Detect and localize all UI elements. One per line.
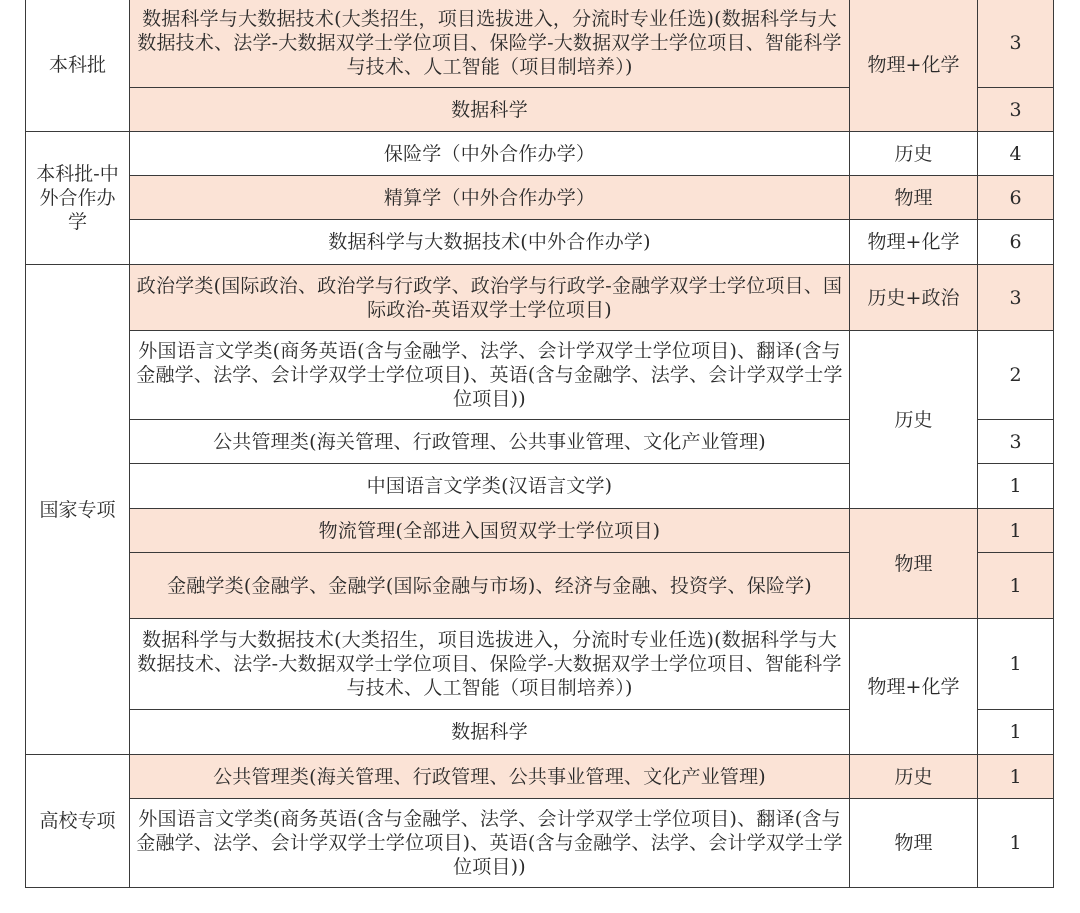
batch-cell: 本科批-中外合作办学 (26, 132, 130, 265)
count-cell: 4 (978, 132, 1054, 176)
subject-cell: 物理+化学 (850, 220, 978, 265)
major-cell: 中国语言文学类(汉语言文学) (130, 464, 850, 509)
count-cell: 1 (978, 509, 1054, 553)
count-cell: 1 (978, 710, 1054, 755)
major-cell: 数据科学与大数据技术(中外合作办学) (130, 220, 850, 265)
major-cell: 数据科学与大数据技术(大类招生，项目选拔进入，分流时专业任选)(数据科学与大数据技术、法学-大数据双学士学位项目、保险学-大数据双学士学位项目、智能科学与技术、人工智能（项目制培养）) (130, 619, 850, 710)
major-cell: 公共管理类(海关管理、行政管理、公共事业管理、文化产业管理) (130, 420, 850, 464)
count-cell: 6 (978, 220, 1054, 265)
count-cell: 6 (978, 176, 1054, 220)
count-cell: 3 (978, 88, 1054, 132)
major-cell: 数据科学与大数据技术(大类招生，项目选拔进入，分流时专业任选)(数据科学与大数据技术、法学-大数据双学士学位项目、保险学-大数据双学士学位项目、智能科学与技术、人工智能（项目制培养）) (130, 0, 850, 88)
enrollment-plan-table (25, 0, 1054, 888)
major-cell: 政治学类(国际政治、政治学与行政学、政治学与行政学-金融学双学士学位项目、国际政治-英语双学士学位项目) (130, 265, 850, 331)
count-cell: 2 (978, 331, 1054, 420)
count-cell: 1 (978, 464, 1054, 509)
subject-cell: 历史 (850, 755, 978, 799)
count-cell: 1 (978, 553, 1054, 619)
subject-cell: 历史 (850, 331, 978, 509)
subject-cell: 物理 (850, 799, 978, 888)
table-row (26, 265, 1054, 331)
table-row (26, 755, 1054, 799)
table-row (26, 509, 1054, 553)
major-cell: 外国语言文学类(商务英语(含与金融学、法学、会计学双学士学位项目)、翻译(含与金融学、法学、会计学双学士学位项目)、英语(含与金融学、法学、会计学双学士学位项目)) (130, 799, 850, 888)
batch-cell: 国家专项 (26, 265, 130, 755)
major-cell: 外国语言文学类(商务英语(含与金融学、法学、会计学双学士学位项目)、翻译(含与金融学、法学、会计学双学士学位项目)、英语(含与金融学、法学、会计学双学士学位项目)) (130, 331, 850, 420)
count-cell: 3 (978, 420, 1054, 464)
major-cell: 数据科学 (130, 88, 850, 132)
count-cell: 3 (978, 0, 1054, 88)
table-row (26, 0, 1054, 88)
subject-cell: 历史+政治 (850, 265, 978, 331)
major-cell: 精算学（中外合作办学） (130, 176, 850, 220)
count-cell: 1 (978, 755, 1054, 799)
table-row (26, 176, 1054, 220)
count-cell: 1 (978, 799, 1054, 888)
major-cell: 数据科学 (130, 710, 850, 755)
subject-cell: 物理+化学 (850, 619, 978, 755)
subject-cell: 物理 (850, 176, 978, 220)
major-cell: 金融学类(金融学、金融学(国际金融与市场)、经济与金融、投资学、保险学) (130, 553, 850, 619)
table-row (26, 799, 1054, 888)
count-cell: 1 (978, 619, 1054, 710)
subject-cell: 物理+化学 (850, 0, 978, 132)
subject-cell: 物理 (850, 509, 978, 619)
major-cell: 保险学（中外合作办学） (130, 132, 850, 176)
subject-cell: 历史 (850, 132, 978, 176)
table-row (26, 619, 1054, 710)
table-row (26, 220, 1054, 265)
table-row (26, 132, 1054, 176)
batch-cell: 高校专项 (26, 755, 130, 888)
major-cell: 物流管理(全部进入国贸双学士学位项目) (130, 509, 850, 553)
count-cell: 3 (978, 265, 1054, 331)
table-row (26, 331, 1054, 420)
major-cell: 公共管理类(海关管理、行政管理、公共事业管理、文化产业管理) (130, 755, 850, 799)
batch-cell: 本科批 (26, 0, 130, 132)
